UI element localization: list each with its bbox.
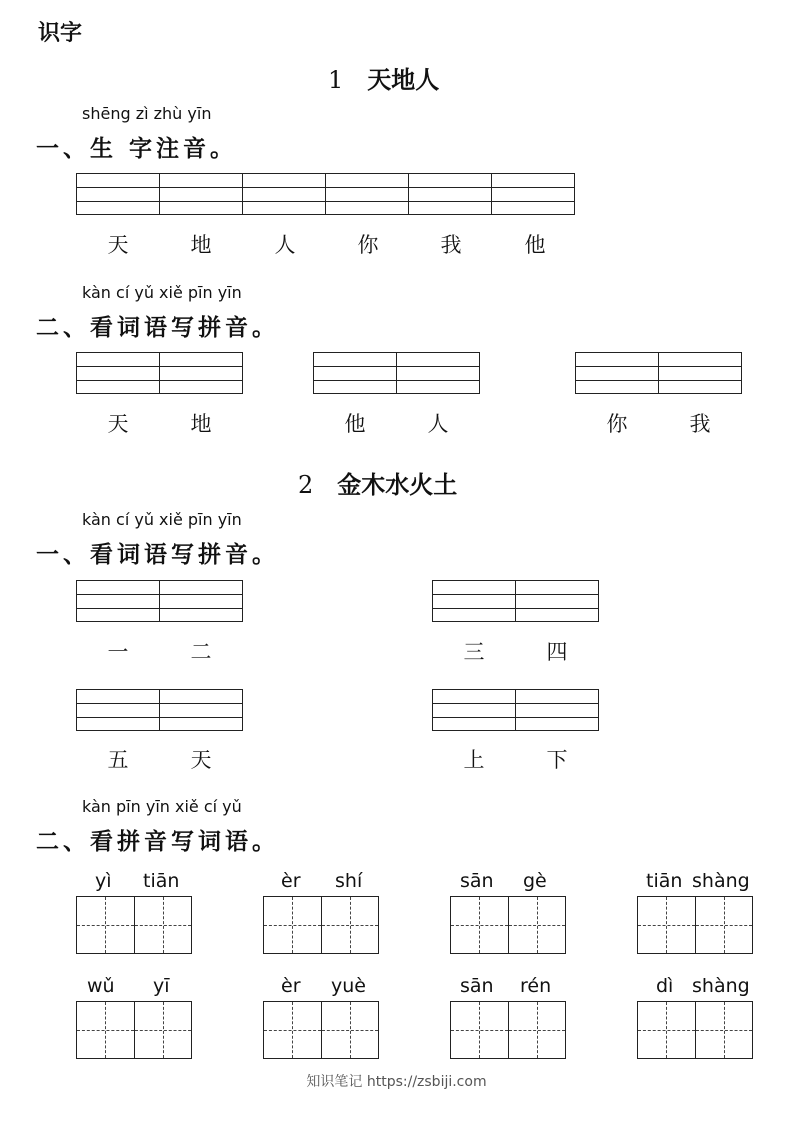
- character-writing-box[interactable]: [76, 896, 192, 954]
- character: 天: [107, 233, 129, 257]
- character: 三: [463, 640, 485, 664]
- character: 四: [546, 640, 568, 664]
- section-pinyin: kàn cí yǔ xiě pīn yīn: [82, 283, 242, 302]
- lesson-number: 1: [328, 66, 344, 94]
- pinyin-writing-grid[interactable]: [76, 580, 243, 622]
- pinyin-syllable: shàng: [692, 975, 750, 997]
- character: 地: [190, 233, 212, 257]
- pinyin-syllable: yī: [153, 975, 170, 997]
- pinyin-writing-grid[interactable]: [76, 689, 243, 731]
- pinyin-syllable: yuè: [331, 975, 366, 997]
- section-heading: 二、看拼音写词语。: [36, 829, 279, 855]
- lesson-name: 金木水火土: [337, 471, 458, 499]
- character: 人: [427, 412, 449, 436]
- pinyin-syllable: rén: [520, 975, 552, 997]
- character-writing-box[interactable]: [263, 1001, 379, 1059]
- pinyin-writing-grid[interactable]: [432, 689, 599, 731]
- character: 上: [463, 748, 485, 772]
- section-heading: 一、看词语写拼音。: [36, 542, 279, 568]
- pinyin-writing-grid[interactable]: [575, 352, 742, 394]
- character-writing-box[interactable]: [637, 1001, 753, 1059]
- pinyin-writing-grid[interactable]: [313, 352, 480, 394]
- page-label: 识字: [38, 21, 83, 46]
- character: 天: [190, 748, 212, 772]
- character: 人: [274, 233, 296, 257]
- pinyin-syllable: yì: [95, 870, 112, 892]
- section-pinyin: kàn cí yǔ xiě pīn yīn: [82, 510, 242, 529]
- pinyin-syllable: wǔ: [87, 975, 115, 997]
- section-heading: 二、看词语写拼音。: [36, 315, 279, 341]
- pinyin-syllable: dì: [656, 975, 674, 997]
- character: 你: [606, 412, 628, 436]
- character: 下: [546, 748, 568, 772]
- character-writing-box[interactable]: [450, 1001, 566, 1059]
- section-pinyin: shēng zì zhù yīn: [82, 104, 212, 123]
- character: 他: [524, 233, 546, 257]
- pinyin-syllable: èr: [281, 870, 301, 892]
- pinyin-syllable: tiān: [646, 870, 683, 892]
- pinyin-syllable: gè: [523, 870, 547, 892]
- character: 天: [107, 412, 129, 436]
- character: 二: [190, 640, 212, 664]
- pinyin-writing-grid[interactable]: [432, 580, 599, 622]
- character: 我: [440, 233, 462, 257]
- character: 我: [689, 412, 711, 436]
- character: 地: [190, 412, 212, 436]
- character: 你: [357, 233, 379, 257]
- pinyin-syllable: tiān: [143, 870, 180, 892]
- character: 他: [344, 412, 366, 436]
- character: 五: [107, 748, 129, 772]
- lesson-number: 2: [298, 471, 314, 499]
- lesson-2-title: [298, 465, 457, 500]
- pinyin-syllable: èr: [281, 975, 301, 997]
- lesson-1-title: [328, 60, 439, 95]
- character: 一: [107, 640, 129, 664]
- pinyin-syllable: sān: [460, 975, 494, 997]
- character-writing-box[interactable]: [450, 896, 566, 954]
- lesson-name: 天地人: [367, 66, 440, 94]
- section-pinyin: kàn pīn yīn xiě cí yǔ: [82, 797, 242, 816]
- pinyin-syllable: shí: [335, 870, 363, 892]
- pinyin-syllable: sān: [460, 870, 494, 892]
- character-writing-box[interactable]: [76, 1001, 192, 1059]
- character-writing-box[interactable]: [637, 896, 753, 954]
- footer-watermark: 知识笔记 https://zsbiji.com: [306, 1074, 487, 1090]
- pinyin-writing-grid[interactable]: [76, 173, 575, 215]
- section-heading: 一、生 字注音。: [36, 136, 238, 162]
- pinyin-writing-grid[interactable]: [76, 352, 243, 394]
- pinyin-syllable: shàng: [692, 870, 750, 892]
- character-writing-box[interactable]: [263, 896, 379, 954]
